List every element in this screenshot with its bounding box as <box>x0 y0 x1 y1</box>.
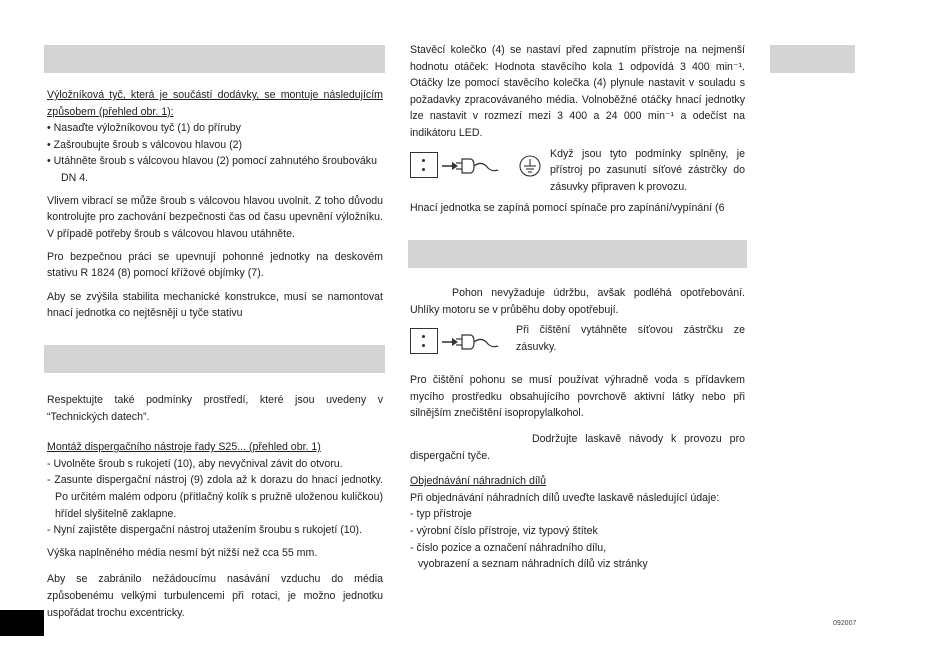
para-speed: Stavěcí kolečko (4) se nastaví před zapnutím přístroje na nejmenší hodnotu otáček: Hodnota stavěcího kola 1 odpovídá 3 400 min⁻¹. Otáčky lze pomocí stavěcího kolečka (4) plynule nastavit v souladu s požadavky zpracovávaného média. Volnoběžné otáčky hnací jednotky lze nastavit v rozmezí mezi 3 400 a 24 000 min⁻¹ a odečíst na indikátoru LED. <box>410 44 745 139</box>
para-conditions: Respektujte také podmínky prostředí, které jsou uvedeny v “Technických datech”. <box>47 394 383 423</box>
section-bar-maintenance <box>408 240 747 268</box>
assembly-step: • Zašroubujte šroub s válcovou hlavou (2) <box>47 138 243 151</box>
parts-list-item: vyobrazení a seznam náhradních dílů viz stránky <box>418 558 648 571</box>
side-tab <box>770 45 855 73</box>
parts-list-item: - číslo pozice a označení náhradního dílu, <box>410 541 607 554</box>
para-stability: Aby se zvýšila stabilita mechanické konstrukce, musí se namontovat hnací jednotka co nejtěsněji u tyče stativu <box>47 290 383 320</box>
arrow-icon <box>442 161 458 171</box>
right-column-upper <box>410 42 745 223</box>
mount-step: - Zasunte dispergační nástroj (9) zdola až k dorazu do hnací jednotky. Po určitém malém odporu (přítlačný kolík s pružně uloženou kuličkou) hřídel slyšitelně zaklapne. <box>47 474 383 520</box>
assembly-intro: Výložníková tyč, která je součástí dodávky, se montuje následujícím způsobem (přehled obr. 1): <box>47 89 383 118</box>
symbol-text-unplug: Při čištění vytáhněte síťovou zástrčku ze zásuvky. <box>516 324 745 353</box>
mount-steps <box>47 456 383 539</box>
symbol-row-unplug <box>410 324 745 364</box>
mount-step: - Nyní zajistěte dispergační nástroj utažením šroubu s rukojetí (10). <box>47 524 363 537</box>
para-suction: Aby se zabránilo nežádoucímu nasávání vzduchu do média způsobenému velkými turbulencemi při rotaci, je možno jednotku uspořádat trochu excentricky. <box>47 573 383 619</box>
para-maintenance: Pohon nevyžaduje údržbu, avšak podléhá opotřebování. Uhlíky motoru se v průběhu doby opotřebují. <box>410 287 745 316</box>
assembly-steps <box>47 120 383 186</box>
right-column-lower <box>410 285 745 573</box>
para-switch: Hnací jednotka se zapíná pomocí spínače pro zapínání/vypínání (6 <box>410 201 725 214</box>
power-plug-icon <box>460 156 500 176</box>
mount-step: - Uvolněte šroub s rukojetí (10), aby nevyčnival závit do otvoru. <box>47 457 343 470</box>
mount-heading: Montáž dispergačního nástroje řady S25... (přehled obr. 1) <box>47 441 321 454</box>
socket-symbol-icon <box>410 328 438 354</box>
parts-intro: Při objednávání náhradních dílů uveďte laskavě následující údaje: <box>410 491 720 504</box>
left-column-lower <box>47 392 383 628</box>
page-code: 092007 <box>833 620 857 627</box>
corner-marker <box>0 610 44 636</box>
socket-symbol-icon <box>410 152 438 178</box>
assembly-step: • Nasaďte výložníkovou tyč (1) do příruby <box>47 122 241 135</box>
assembly-step: • Utáhněte šroub s válcovou hlavou (2) pomocí zahnutého šroubováku DN 4. <box>47 155 377 184</box>
ground-symbol-icon <box>518 154 542 178</box>
para-clamp: Pro bezpečnou práci se upevnují pohonné jednotky na deskovém stativu R 1824 (8) pomocí křížové objímky (7). <box>47 250 383 280</box>
left-column-upper <box>47 87 383 328</box>
section-bar-dispersing-tool <box>44 345 385 373</box>
arrow-icon <box>442 337 458 347</box>
para-cleaning: Pro čištění pohonu se musí používat výhradně voda s přídavkem mycího prostředku obsahujícího povrchově aktivní látky nebo při silnějším znečištění isopropylalkohol. <box>410 374 745 420</box>
para-vibration: Vlivem vibrací se může šroub s válcovou hlavou uvolnit. Z toho důvodu kontrolujte pro zachování bezpečnosti čas od času upevnění výložníku. V případě potřeby šroub s válcovou hlavou utáhněte. <box>47 194 383 240</box>
parts-list-item: - výrobní číslo přístroje, viz typový štítek <box>410 524 598 537</box>
power-plug-icon <box>460 332 500 352</box>
para-instructions: Dodržujte laskavě návody k provozu pro dispergační tyče. <box>410 432 745 462</box>
symbol-row-ready <box>410 146 745 194</box>
parts-list <box>410 506 745 572</box>
section-bar-assembly <box>44 45 385 73</box>
symbol-text-ready: Když jsou tyto podmínky splněny, je přístroj po zasunutí síťové zástrčky do zásuvky připraven k provozu. <box>550 147 745 193</box>
para-height: Výška naplněného média nesmí být nižší než cca 55 mm. <box>47 546 318 559</box>
parts-heading: Objednávání náhradních dílů <box>410 475 547 488</box>
parts-list-item: - typ přístroje <box>410 508 472 521</box>
